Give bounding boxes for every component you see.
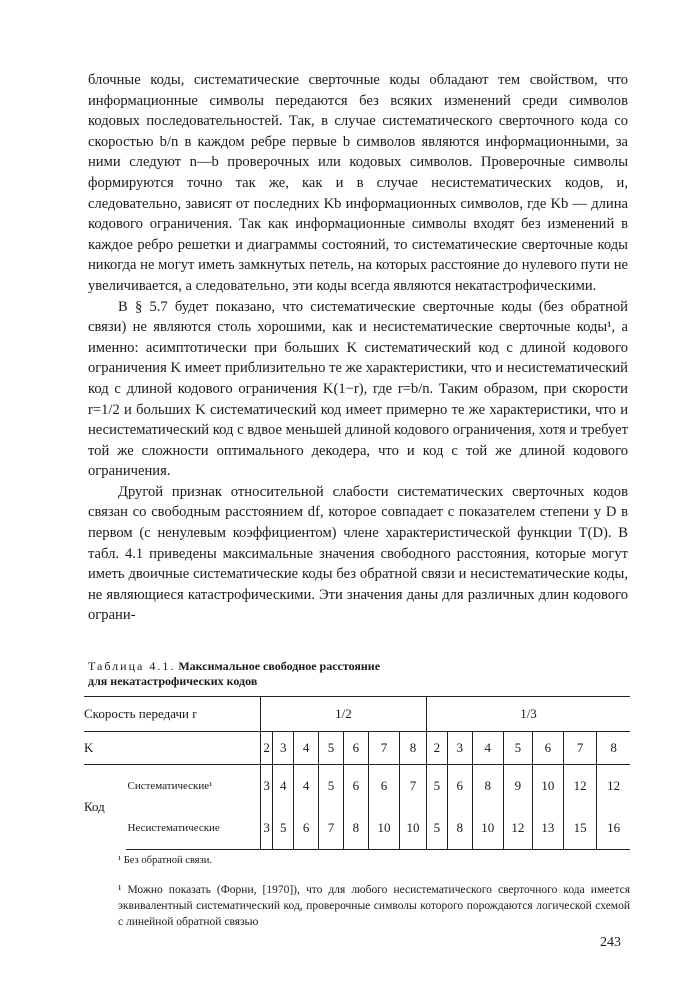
non-cell: 10 <box>472 807 503 850</box>
paragraph-2: В § 5.7 будет показано, что систематические сверточные коды (без обратной связи) не являются столь хорошими, как и несистематические сверточные коды¹, а именно: асимптотически при больших K систематический код с длиной кодового ограничения K имеет приблизительно те же характеристики, что и несистематический код с длиной кодового ограничения K(1−r), где r=b/n. Таким образом, при скорости r=1/2 и больших K систематический код имеет примерно те же характеристики, что и несистематический код с вдвое меньшей длиной кодового ограничения, хотя и требует той же сложности оптимального декодера, что и код с той же длиной кодового ограничения. <box>88 298 628 480</box>
k-cell: 8 <box>400 732 427 765</box>
k-cell: 5 <box>503 732 532 765</box>
sys-cell: 5 <box>319 765 344 808</box>
k-cell: 7 <box>564 732 597 765</box>
k-cell: 3 <box>273 732 294 765</box>
k-cell: 3 <box>447 732 472 765</box>
sys-cell: 4 <box>273 765 294 808</box>
k-cell: 4 <box>294 732 319 765</box>
sys-cell: 8 <box>472 765 503 808</box>
non-cell: 16 <box>597 807 630 850</box>
non-cell: 13 <box>532 807 563 850</box>
k-cell: 2 <box>260 732 272 765</box>
table-title-line1: Максимальное свободное расстояние <box>178 659 381 673</box>
non-cell: 12 <box>503 807 532 850</box>
sys-cell: 12 <box>564 765 597 808</box>
paragraph-3: Другой признак относительной слабости систематических сверточных кодов связан со свободным расстоянием df, которое совпадает с показателем степени у D в первом (с ненулевым коэффициентом) члене характеристической функции T(D). В табл. 4.1 приведены максимальные значения свободного расстояния, которые могут иметь двоичные систематические коды без обратной связи и несистематические коды, не являющиеся катастрофическими. Эти значения даны для различных длин кодового ограни- <box>88 483 628 624</box>
k-label: K <box>84 732 260 765</box>
rate-header: Скорость передачи r <box>84 697 260 732</box>
k-cell: 2 <box>427 732 448 765</box>
k-cell: 6 <box>532 732 563 765</box>
sys-cell: 9 <box>503 765 532 808</box>
k-cell: 5 <box>319 732 344 765</box>
k-cell: 8 <box>597 732 630 765</box>
sys-cell: 6 <box>343 765 368 808</box>
code-label: Код <box>84 799 105 815</box>
non-cell: 5 <box>273 807 294 850</box>
rate-half: 1/2 <box>260 697 426 732</box>
non-cell: 3 <box>260 807 272 850</box>
page-number: 243 <box>600 935 621 950</box>
systematic-label: Систематические¹ <box>127 779 213 792</box>
table-footnote: ¹ Без обратной связи. <box>118 855 212 866</box>
table-title-line2: для некатастрофических кодов <box>88 674 258 688</box>
rate-row <box>84 697 630 732</box>
k-row <box>84 732 630 765</box>
nonsystematic-label: Несистематические <box>126 807 261 850</box>
k-cell: 4 <box>472 732 503 765</box>
sys-cell: 7 <box>400 765 427 808</box>
sys-cell: 5 <box>427 765 448 808</box>
k-cell: 7 <box>368 732 399 765</box>
table-4-1 <box>84 696 630 850</box>
non-cell: 8 <box>343 807 368 850</box>
k-cell: 6 <box>343 732 368 765</box>
non-cell: 6 <box>294 807 319 850</box>
non-cell: 10 <box>368 807 399 850</box>
sys-cell: 3 <box>260 765 272 808</box>
sys-cell: 10 <box>532 765 563 808</box>
table-label: Таблица 4.1. <box>88 659 176 673</box>
non-cell: 5 <box>427 807 448 850</box>
sys-cell: 6 <box>447 765 472 808</box>
nonsystematic-row <box>84 807 630 850</box>
rate-third: 1/3 <box>427 697 631 732</box>
paragraph-1: блочные коды, систематические сверточные коды обладают тем свойством, что информационные символы передаются без всяких изменений среди символов кодовых последовательностей. Так, в случае систематического сверточного кода со скоростью b/n в каждом ребре первые b символов являются информационными, за ними следуют n—b проверочных или кодовых символов. Проверочные символы формируются точно так же, как и в случае несистематических кодов, и, следовательно, зависят от последних Kb информационных символов, где Kb — длина кодового ограничения. Так как информационные символы входят без изменений в каждое ребро решетки и диаграммы состояний, то систематические сверточные коды никогда не могут иметь замкнутых петель, на которых расстояние до нулевого пути не увеличивается, а следовательно, эти коды всегда являются некатастрофическими. <box>88 72 628 294</box>
sys-cell: 4 <box>294 765 319 808</box>
main-text <box>88 70 628 626</box>
non-cell: 8 <box>447 807 472 850</box>
non-cell: 15 <box>564 807 597 850</box>
page-footnote: ¹ Можно показать (Форни, [1970]), что для любого несистематического сверточного кода имеется эквивалентный систематический код, проверочные символы которого порождаются логической схемой с линейной обратной связью <box>118 884 630 928</box>
non-cell: 10 <box>400 807 427 850</box>
sys-cell: 12 <box>597 765 630 808</box>
sys-cell: 6 <box>368 765 399 808</box>
systematic-row <box>84 765 630 808</box>
non-cell: 7 <box>319 807 344 850</box>
table-caption <box>88 659 628 689</box>
